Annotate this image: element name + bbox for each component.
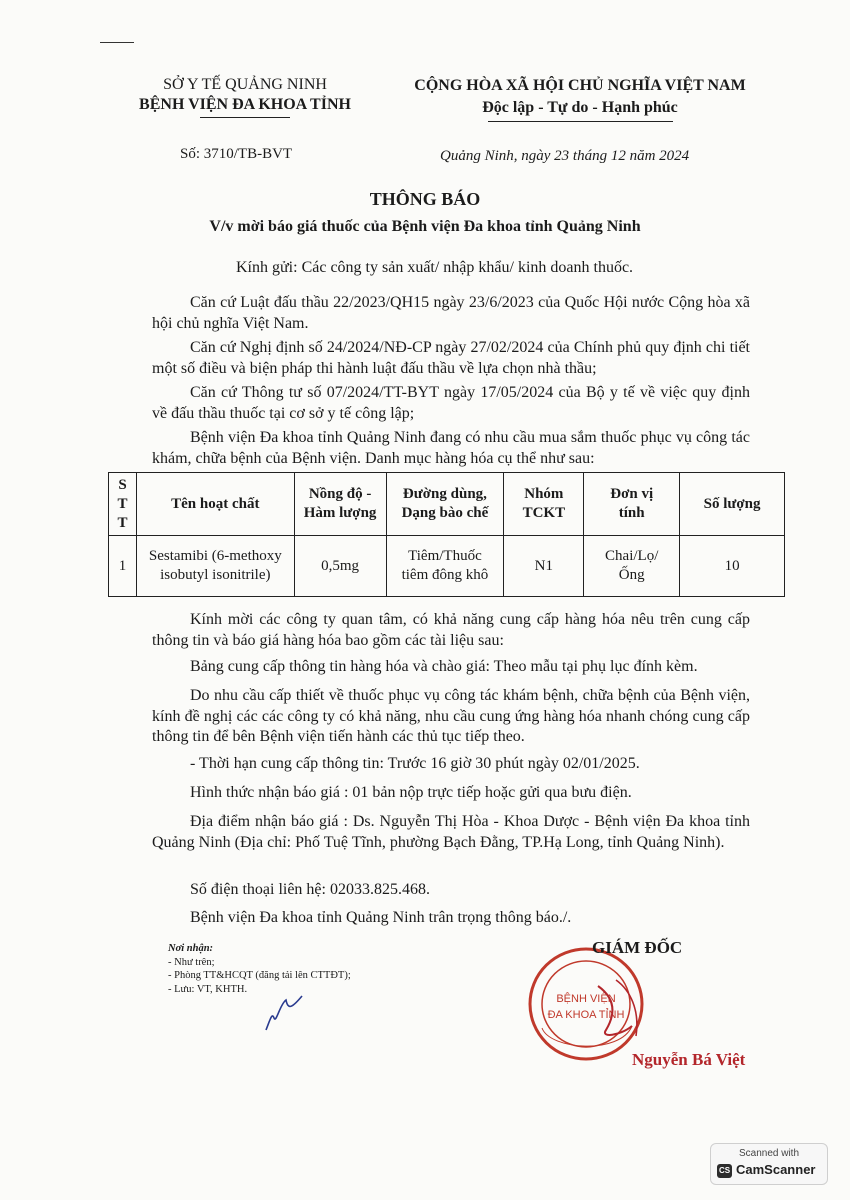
cell-unit-line: Ống <box>618 567 645 583</box>
cell-name-line: Sestamibi (6-methoxy <box>148 548 282 564</box>
cell-unit-line: Chai/Lọ/ <box>605 548 659 564</box>
official-seal-icon <box>520 940 660 1065</box>
header-unit-line: Đơn vị <box>610 486 654 502</box>
signer-title: GIÁM ĐỐC <box>592 938 683 957</box>
paragraph-legal-basis-2: Căn cứ Nghị định số 24/2024/NĐ-CP ngày 27/02/2024 của Chính phủ quy định chi tiết một số điều và biện pháp thi hành luật đấu thầu về lựa chọn nhà thầu; <box>152 339 750 377</box>
recipient-line: Kính gửi: Các công ty sản xuất/ nhập khẩu/ kinh doanh thuốc. <box>236 259 634 276</box>
camscanner-label: CamScanner <box>736 1162 816 1177</box>
paragraph-quote-form: Bảng cung cấp thông tin hàng hóa và chào giá: Theo mẫu tại phụ lục đính kèm. <box>190 658 698 675</box>
header-strength-line: Hàm lượng <box>303 505 377 521</box>
header-route <box>386 473 504 536</box>
recipient-item: - Như trên; <box>168 956 215 968</box>
paragraph-urgency: Do nhu cầu cấp thiết về thuốc phục vụ công tác khám bệnh, chữa bệnh của Bệnh viện, kính đề nghị các các công ty có khả năng, nhu cầu cung ứng hàng hóa nhanh chóng cung cấp thông tin để bên Bệnh viện tiến hành các thủ tục tiếp theo. <box>152 687 750 745</box>
header-stt <box>109 473 137 536</box>
agency-name: SỞ Y TẾ QUẢNG NINH <box>163 76 327 93</box>
cell-name <box>136 536 294 597</box>
header-group-line: Nhóm <box>524 486 564 502</box>
header-stt-letter: T <box>117 514 128 531</box>
header-name: Tên hoạt chất <box>136 473 294 536</box>
header-strength <box>294 473 386 536</box>
cell-route-line: Tiêm/Thuốc <box>408 548 482 564</box>
paragraph-demand: Bệnh viện Đa khoa tỉnh Quảng Ninh đang có nhu cầu mua sắm thuốc phục vụ công tác khám, chữa bệnh của Bệnh viện. Danh mục hàng hóa cụ thể như sau: <box>152 429 750 467</box>
recipient-item: - Lưu: VT, KHTH. <box>168 983 248 995</box>
seal-line-2: ĐA KHOA TỈNH <box>547 1009 625 1021</box>
national-header <box>390 75 770 122</box>
recipients-block <box>168 942 438 996</box>
header-unit <box>584 473 680 536</box>
document-subtitle: V/v mời báo giá thuốc của Bệnh viện Đa khoa tỉnh Quảng Ninh <box>209 218 641 235</box>
cell-strength: 0,5mg <box>294 536 386 597</box>
cell-stt: 1 <box>109 536 137 597</box>
header-stt-letter: S <box>118 476 127 493</box>
camscanner-badge <box>710 1143 828 1185</box>
header-quantity: Số lượng <box>680 473 785 536</box>
cell-unit <box>584 536 680 597</box>
signer-name: Nguyễn Bá Việt <box>632 1050 746 1069</box>
goods-table <box>108 472 785 597</box>
paragraph-closing: Bệnh viện Đa khoa tỉnh Quảng Ninh trân trọng thông báo./. <box>190 909 572 926</box>
issuer-header <box>100 75 390 118</box>
camscanner-logo-icon: CS <box>717 1164 732 1178</box>
document-date: Quảng Ninh, ngày 23 tháng 12 năm 2024 <box>440 148 690 164</box>
cell-quantity: 10 <box>680 536 785 597</box>
header-stt-letter: T <box>117 495 128 512</box>
paragraph-legal-basis-3: Căn cứ Thông tư số 07/2024/TT-BYT ngày 17/05/2024 của Bộ y tế về việc quy định về đấu thầu thuốc tại cơ sở y tế công lập; <box>152 384 750 422</box>
paragraph-invitation: Kính mời các công ty quan tâm, có khả năng cung cấp hàng hóa nêu trên cung cấp thông tin và báo giá hàng hóa bao gồm các tài liệu sau: <box>152 611 750 649</box>
header-unit-line: tính <box>618 505 645 521</box>
paragraph-phone: Số điện thoại liên hệ: 02033.825.468. <box>190 881 430 898</box>
paragraph-address: Địa điểm nhận báo giá : Ds. Nguyễn Thị Hòa - Khoa Dược - Bệnh viện Đa khoa tỉnh Quảng Ninh (Địa chỉ: Phố Tuệ Tĩnh, phường Bạch Đằng, TP.Hạ Long, tỉnh Quảng Ninh). <box>152 813 750 851</box>
document-number: Số: 3710/TB-BVT <box>180 146 293 162</box>
paragraph-deadline: - Thời hạn cung cấp thông tin: Trước 16 giờ 30 phút ngày 02/01/2025. <box>190 755 640 772</box>
table-header-row <box>109 473 785 536</box>
issuer-underline <box>200 117 290 118</box>
header-strength-line: Nồng độ - <box>308 486 372 502</box>
paragraph-submission-method: Hình thức nhận báo giá : 01 bản nộp trực tiếp hoặc gửi qua bưu điện. <box>190 784 632 801</box>
document-title: THÔNG BÁO <box>369 189 481 209</box>
recipients-heading: Nơi nhận: <box>168 943 214 954</box>
cell-route <box>386 536 504 597</box>
top-rule <box>100 42 134 43</box>
hospital-name: BỆNH VIỆN ĐA KHOA TỈNH <box>139 96 351 113</box>
paragraph-legal-basis-1: Căn cứ Luật đấu thầu 22/2023/QH15 ngày 23/6/2023 của Quốc Hội nước Cộng hòa xã hội chủ nghĩa Việt Nam. <box>152 294 750 332</box>
header-group <box>504 473 584 536</box>
header-route-line: Đường dùng, <box>402 486 487 502</box>
header-group-line: TCKT <box>522 505 566 521</box>
header-route-line: Dạng bào chế <box>401 505 489 521</box>
cell-group: N1 <box>504 536 584 597</box>
cell-name-line: isobutyl isonitrile) <box>160 567 271 583</box>
recipient-item: - Phòng TT&HCQT (đăng tải lên CTTĐT); <box>168 970 351 981</box>
motto-underline <box>488 121 673 122</box>
country-name: CỘNG HÒA XÃ HỘI CHỦ NGHĨA VIỆT NAM <box>414 77 746 94</box>
table-row <box>109 536 785 597</box>
seal-line-1: BỆNH VIỆN <box>556 993 616 1005</box>
initial-signature-icon <box>258 990 308 1035</box>
cell-route-line: tiêm đông khô <box>401 567 489 583</box>
motto: Độc lập - Tự do - Hạnh phúc <box>482 99 678 116</box>
scanned-with-label: Scanned with <box>738 1148 800 1159</box>
